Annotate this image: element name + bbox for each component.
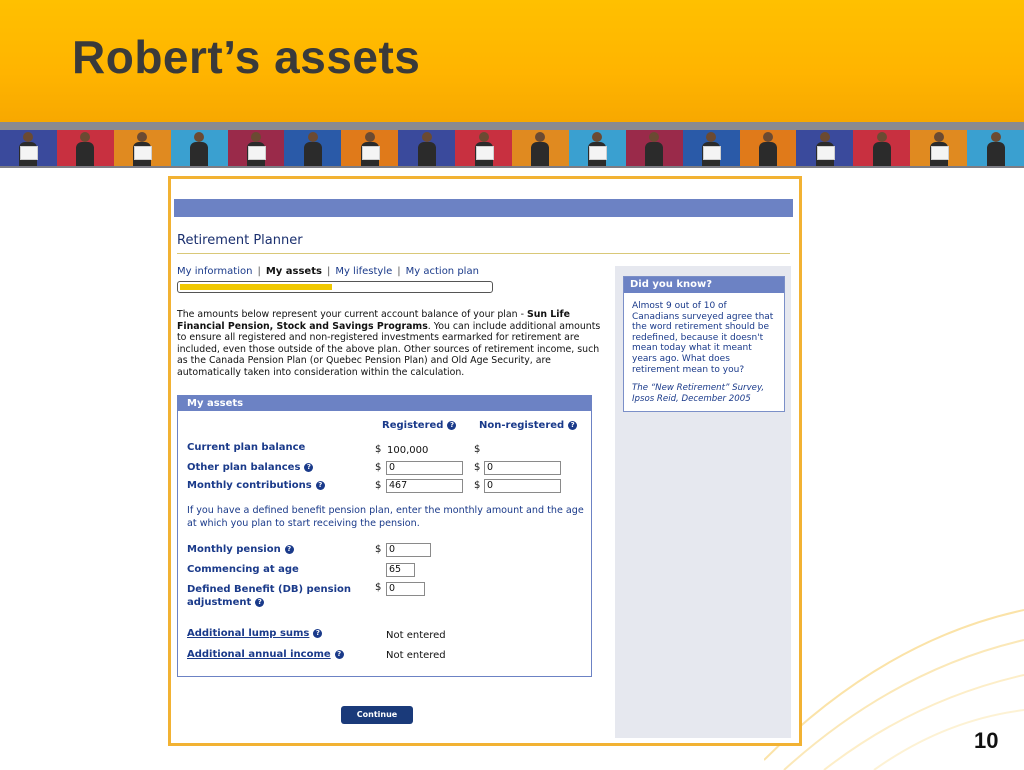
photo-strip-border xyxy=(0,166,1024,168)
app-top-bar xyxy=(174,199,793,217)
monthly-contributions-label xyxy=(187,480,325,491)
tab-my-lifestyle[interactable]: My lifestyle xyxy=(335,266,393,277)
sign-card xyxy=(20,146,38,160)
photo-tile xyxy=(512,130,569,166)
db-adjustment-label-line2 xyxy=(187,597,264,608)
app-title: Retirement Planner xyxy=(177,233,303,248)
additional-lump-sums-status: Not entered xyxy=(386,630,446,641)
registered-label: Registered xyxy=(382,420,444,431)
currency-symbol: $ xyxy=(474,444,481,455)
monthly-contributions-text: Monthly contributions xyxy=(187,480,312,491)
person-silhouette xyxy=(531,132,549,164)
tab-separator: | xyxy=(326,266,331,277)
plan-name: Sun Life Financial Pension, Stock and Savings Programs xyxy=(177,309,570,332)
photo-tile xyxy=(967,130,1024,166)
person-silhouette xyxy=(190,132,208,164)
photo-tile xyxy=(0,130,57,166)
my-assets-heading: My assets xyxy=(178,396,591,411)
photo-tile xyxy=(398,130,455,166)
slide-header xyxy=(0,0,1024,122)
person-silhouette xyxy=(645,132,663,164)
additional-annual-income-row xyxy=(187,649,344,660)
tab-my-action-plan[interactable]: My action plan xyxy=(405,266,479,277)
additional-lump-sums-link[interactable]: Additional lump sums xyxy=(187,628,310,639)
column-header-nonregistered xyxy=(479,420,577,431)
person-silhouette xyxy=(987,132,1005,164)
currency-symbol: $ xyxy=(375,582,382,593)
currency-symbol: $ xyxy=(375,480,382,491)
sign-card xyxy=(362,146,380,160)
currency-symbol: $ xyxy=(375,462,382,473)
currency-symbol: $ xyxy=(474,480,481,491)
step-nav xyxy=(177,266,479,277)
sign-card xyxy=(703,146,721,160)
person-silhouette xyxy=(304,132,322,164)
additional-lump-sums-row xyxy=(187,628,322,639)
sidebar-panel xyxy=(615,266,791,738)
my-assets-panel xyxy=(177,395,592,677)
help-icon[interactable]: ? xyxy=(285,545,294,554)
photo-tile xyxy=(853,130,910,166)
did-you-know-text: Almost 9 out of 10 of Canadians surveyed agree that the word retirement should be redefined, because it doesn't mean today what it meant years ago. What does retirement mean to you? xyxy=(632,301,774,375)
sign-card xyxy=(589,146,607,160)
photo-tile xyxy=(228,130,285,166)
help-icon[interactable]: ? xyxy=(335,650,344,659)
help-icon[interactable]: ? xyxy=(313,629,322,638)
person-silhouette xyxy=(759,132,777,164)
photo-tile xyxy=(569,130,626,166)
title-divider xyxy=(177,253,790,254)
photo-tile xyxy=(171,130,228,166)
progress-bar xyxy=(177,281,493,293)
intro-part-1: The amounts below represent your current account balance of your plan - xyxy=(177,309,527,320)
photo-strip xyxy=(0,130,1024,166)
person-silhouette xyxy=(418,132,436,164)
other-plan-balances-text: Other plan balances xyxy=(187,462,301,473)
tab-separator: | xyxy=(257,266,261,277)
sign-card xyxy=(134,146,152,160)
additional-annual-income-status: Not entered xyxy=(386,650,446,661)
tab-separator: | xyxy=(397,266,401,277)
photo-tile xyxy=(114,130,171,166)
sign-card xyxy=(931,146,949,160)
intro-part-2: . You can include additional amounts to ensure all registered and non-registered investments earmarked for retirement are included, even those outside of the above plan. Other sources of retirement income, such as the Canada Pension Plan (or Quebec Pension Plan) and Old Age Security, are automatically taken into consideration within the calculation. xyxy=(177,320,601,378)
photo-tile xyxy=(455,130,512,166)
db-adjustment-text: adjustment xyxy=(187,597,252,608)
other-plan-balances-label xyxy=(187,462,313,473)
currency-symbol: $ xyxy=(474,462,481,473)
tab-my-information[interactable]: My information xyxy=(177,266,253,277)
additional-annual-income-link[interactable]: Additional annual income xyxy=(187,649,331,660)
photo-tile xyxy=(284,130,341,166)
current-plan-balance-registered: 100,000 xyxy=(387,445,429,456)
did-you-know-heading: Did you know? xyxy=(624,277,784,293)
person-silhouette xyxy=(873,132,891,164)
column-header-registered xyxy=(382,420,456,431)
screenshot-frame xyxy=(168,176,802,746)
did-you-know-source: The “New Retirement” Survey, Ipsos Reid, December 2005 xyxy=(632,383,765,404)
commencing-age-label: Commencing at age xyxy=(187,564,299,575)
photo-tile xyxy=(341,130,398,166)
monthly-contributions-registered-input[interactable]: 467 xyxy=(386,479,463,493)
other-plan-balances-nonregistered-input[interactable]: 0 xyxy=(484,461,561,475)
photo-tile xyxy=(796,130,853,166)
photo-tile xyxy=(683,130,740,166)
sign-card xyxy=(817,146,835,160)
db-adjustment-label-line1: Defined Benefit (DB) pension xyxy=(187,584,351,595)
intro-text xyxy=(177,309,607,378)
did-you-know-box xyxy=(623,276,785,412)
currency-symbol: $ xyxy=(375,444,382,455)
help-icon[interactable]: ? xyxy=(304,463,313,472)
monthly-contributions-nonregistered-input[interactable]: 0 xyxy=(484,479,561,493)
help-icon[interactable]: ? xyxy=(568,421,577,430)
progress-bar-fill xyxy=(180,284,332,290)
person-silhouette xyxy=(76,132,94,164)
current-plan-balance-label: Current plan balance xyxy=(187,442,306,453)
photo-tile xyxy=(910,130,967,166)
tab-my-assets[interactable]: My assets xyxy=(265,266,322,277)
help-icon[interactable]: ? xyxy=(447,421,456,430)
sign-card xyxy=(476,146,494,160)
nonregistered-label: Non-registered xyxy=(479,420,565,431)
monthly-pension-input[interactable]: 0 xyxy=(386,543,431,557)
monthly-pension-text: Monthly pension xyxy=(187,544,281,555)
other-plan-balances-registered-input[interactable]: 0 xyxy=(386,461,463,475)
photo-tile xyxy=(740,130,797,166)
slide-number: 10 xyxy=(974,728,999,753)
slide-title: Robert’s assets xyxy=(72,31,421,83)
photo-tile xyxy=(57,130,114,166)
currency-symbol: $ xyxy=(375,544,382,555)
continue-button[interactable]: Continue xyxy=(341,706,413,724)
db-adjustment-input[interactable]: 0 xyxy=(386,582,425,596)
photo-tile xyxy=(626,130,683,166)
help-icon[interactable]: ? xyxy=(316,481,325,490)
db-pension-note: If you have a defined benefit pension plan, enter the monthly amount and the age at which you plan to start receiving the pension. xyxy=(187,505,584,529)
header-divider xyxy=(0,122,1024,130)
help-icon[interactable]: ? xyxy=(255,598,264,607)
monthly-pension-label xyxy=(187,544,294,555)
sign-card xyxy=(248,146,266,160)
commencing-age-input[interactable]: 65 xyxy=(386,563,415,577)
